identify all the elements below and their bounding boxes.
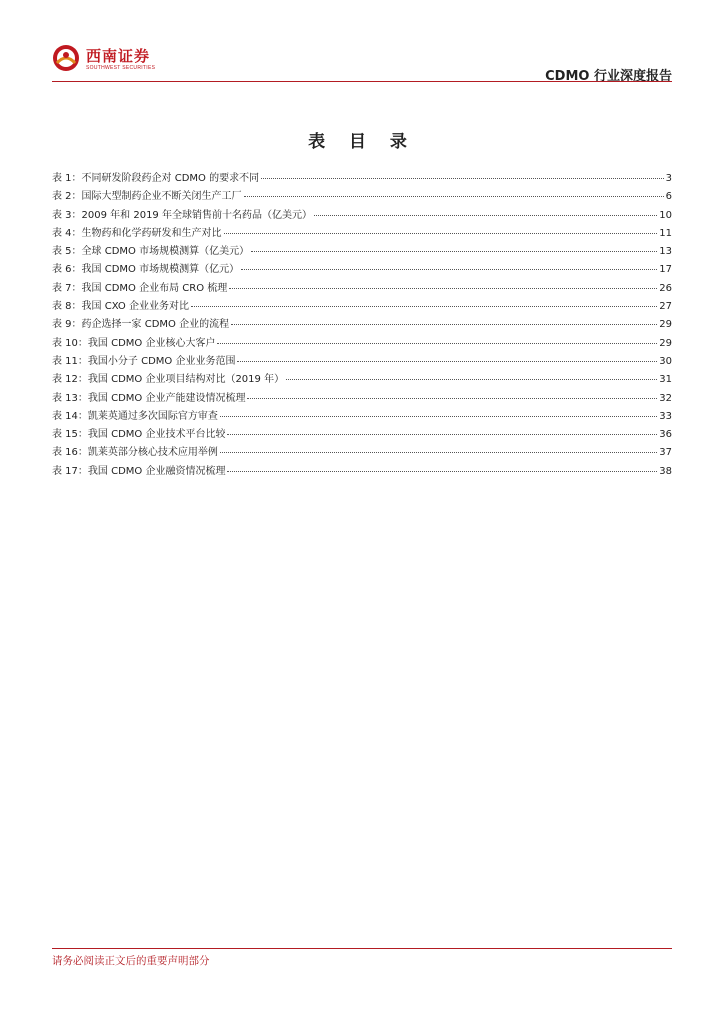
toc-entry[interactable] <box>52 206 672 224</box>
toc-entry-page-number[interactable]: 17 <box>659 264 672 276</box>
toc-entry-label[interactable]: 表 13：我国 CDMO 企业产能建设情况梳理 <box>52 392 246 404</box>
toc-entry-label[interactable]: 表 5：全球 CDMO 市场规模测算（亿美元） <box>52 246 250 258</box>
toc-entry[interactable] <box>52 370 672 388</box>
toc-entry-label[interactable]: 表 9：药企选择一家 CDMO 企业的流程 <box>52 319 230 331</box>
toc-entry[interactable] <box>52 297 672 315</box>
toc-entry-label[interactable]: 表 16：凯莱英部分核心技术应用举例 <box>52 447 218 459</box>
toc-dot-leader <box>220 416 657 417</box>
toc-entry-label[interactable]: 表 6：我国 CDMO 市场规模测算（亿元） <box>52 264 240 276</box>
toc-entry[interactable] <box>52 242 672 260</box>
header-divider <box>52 81 672 82</box>
toc-entry-label[interactable]: 表 8：我国 CXO 企业业务对比 <box>52 301 189 313</box>
toc-dot-leader <box>244 196 664 197</box>
toc-entry-label[interactable]: 表 3：2009 年和 2019 年全球销售前十名药品（亿美元） <box>52 209 312 221</box>
toc-entry[interactable] <box>52 389 672 407</box>
toc-dot-leader <box>191 306 657 307</box>
toc-entry-page-number[interactable]: 30 <box>659 355 672 367</box>
toc-entry[interactable] <box>52 334 672 352</box>
toc-entry[interactable] <box>52 407 672 425</box>
toc-entry-label[interactable]: 表 17：我国 CDMO 企业融资情况梳理 <box>52 465 226 477</box>
toc-dot-leader <box>286 379 657 380</box>
toc-entry-label[interactable]: 表 11：我国小分子 CDMO 企业业务范围 <box>52 355 236 367</box>
toc-entry-page-number[interactable]: 27 <box>659 301 672 313</box>
toc-entry[interactable] <box>52 462 672 480</box>
toc-entry-label[interactable]: 表 10：我国 CDMO 企业核心大客户 <box>52 337 216 349</box>
footer-divider <box>52 948 672 949</box>
toc-entry-label[interactable]: 表 15：我国 CDMO 企业技术平台比较 <box>52 429 226 441</box>
toc-entry-page-number[interactable]: 3 <box>665 173 672 184</box>
toc-entry-page-number[interactable]: 38 <box>659 465 672 477</box>
toc-entry-label[interactable]: 表 14：凯莱英通过多次国际官方审查 <box>52 410 218 422</box>
toc-dot-leader <box>231 324 657 325</box>
toc-entry-page-number[interactable]: 10 <box>659 209 672 221</box>
toc-entry[interactable] <box>52 279 672 297</box>
toc-dot-leader <box>247 398 657 399</box>
toc-dot-leader <box>224 233 658 234</box>
toc-entry-label[interactable]: 表 7：我国 CDMO 企业布局 CRO 梳理 <box>52 282 228 294</box>
toc-dot-leader <box>227 471 657 472</box>
toc-entry-page-number[interactable]: 31 <box>659 374 672 386</box>
toc-entry-page-number[interactable]: 13 <box>659 246 672 258</box>
toc-dot-leader <box>220 452 657 453</box>
toc-dot-leader <box>261 178 664 179</box>
report-title: CDMO 行业深度报告 <box>545 69 672 84</box>
toc-dot-leader <box>227 434 657 435</box>
toc-entry[interactable] <box>52 315 672 333</box>
toc-entry[interactable] <box>52 443 672 461</box>
toc-entry-page-number[interactable]: 29 <box>659 319 672 331</box>
toc-dot-leader <box>229 288 657 289</box>
toc-entry[interactable] <box>52 425 672 443</box>
toc-dot-leader <box>241 269 657 270</box>
toc-title: 表 目 录 <box>308 132 416 152</box>
toc-entry-label[interactable]: 表 12：我国 CDMO 企业项目结构对比（2019 年） <box>52 374 285 386</box>
toc-entry-label[interactable]: 表 1：不同研发阶段药企对 CDMO 的要求不同 <box>52 173 260 184</box>
toc-dot-leader <box>217 343 657 344</box>
toc-dot-leader <box>251 251 657 252</box>
toc-entry-page-number[interactable]: 6 <box>665 191 672 203</box>
logo-chinese-name: 西南证券 <box>86 47 151 65</box>
footer-disclaimer: 请务必阅读正文后的重要声明部分 <box>52 955 210 967</box>
toc-entry-page-number[interactable]: 36 <box>659 429 672 441</box>
toc-entry[interactable] <box>52 169 672 187</box>
toc-entry-page-number[interactable]: 26 <box>659 282 672 294</box>
logo-english-name: SOUTHWEST SECURITIES <box>86 65 156 71</box>
toc-entry[interactable] <box>52 260 672 278</box>
toc-entry[interactable] <box>52 352 672 370</box>
toc-entry-page-number[interactable]: 33 <box>659 410 672 422</box>
toc-entry-page-number[interactable]: 29 <box>659 337 672 349</box>
toc-dot-leader <box>314 215 657 216</box>
toc-entry[interactable] <box>52 224 672 242</box>
toc-entry-page-number[interactable]: 11 <box>659 227 672 239</box>
toc-dot-leader <box>237 361 657 362</box>
company-logo-icon <box>52 44 80 72</box>
toc-entry-label[interactable]: 表 2：国际大型制药企业不断关闭生产工厂 <box>52 191 242 203</box>
table-of-contents <box>52 169 672 480</box>
toc-entry-page-number[interactable]: 32 <box>659 392 672 404</box>
toc-entry[interactable] <box>52 187 672 205</box>
toc-entry-page-number[interactable]: 37 <box>659 447 672 459</box>
toc-entry-label[interactable]: 表 4：生物药和化学药研发和生产对比 <box>52 227 222 239</box>
